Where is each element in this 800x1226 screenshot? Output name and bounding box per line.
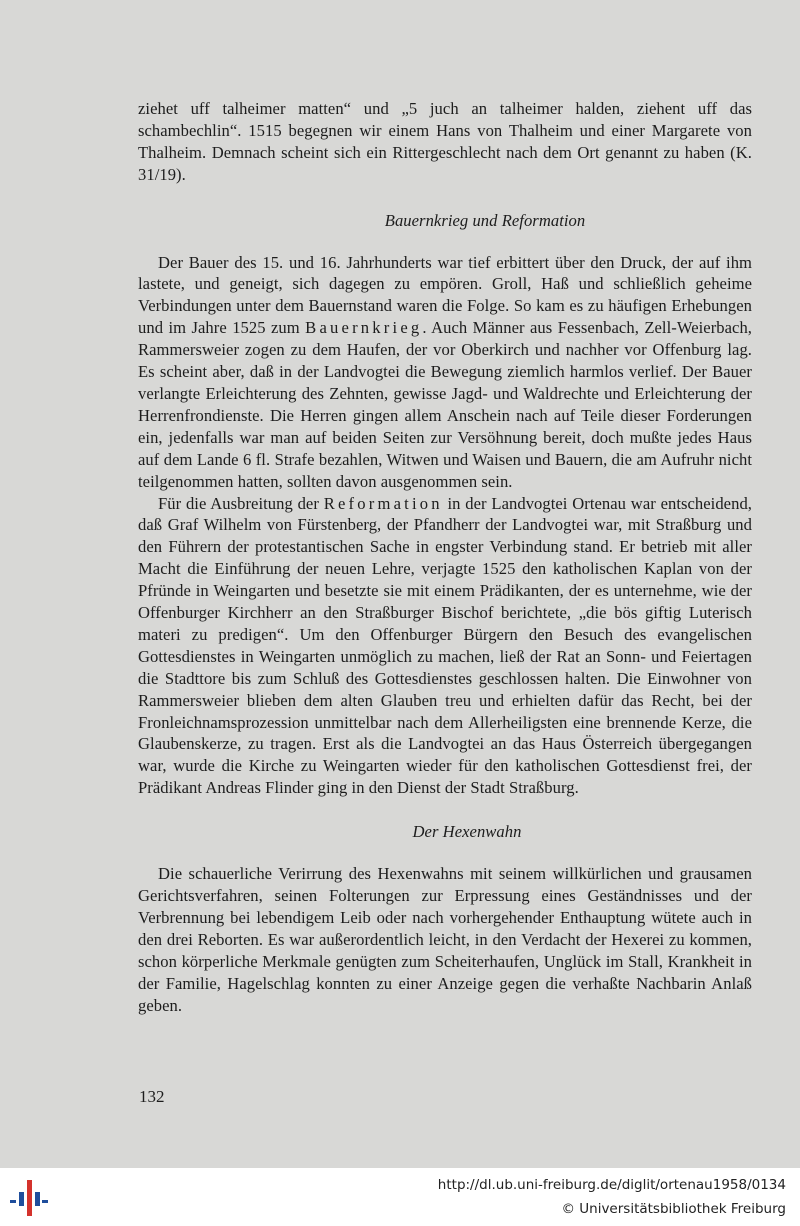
copyright-text: © Universitätsbibliothek Freiburg	[561, 1201, 786, 1217]
ub-freiburg-logo-icon	[10, 1178, 48, 1218]
source-url-link[interactable]: http://dl.ub.uni-freiburg.de/diglit/ortenau1958/0134	[437, 1177, 786, 1193]
paragraph-text: Für die Ausbreitung der	[158, 493, 324, 513]
library-footer	[0, 1168, 800, 1226]
paragraph-bauernkrieg	[138, 252, 752, 493]
section-heading-bauernkrieg: Bauernkrieg und Reformation	[384, 210, 586, 230]
section-heading-hexenwahn: Der Hexenwahn	[412, 822, 522, 842]
paragraph-reformation	[138, 493, 752, 800]
page-number: 132	[139, 1087, 165, 1106]
paragraph-text: in der Landvogtei Ortenau war entscheidend, daß Graf Wilhelm von Fürstenberg, der Pfandherr der Landvogtei war, mit Straßburg und den Führern der protestantischen Sache in engster Verbindung stand. Er betrieb mit aller Macht die Einführung der neuen Lehre, verjagte 1525 den katholischen Kaplan von der Pfründe in Weingarten und besetzte sie mit einem Prädikanten, der es unternehme, wie der Offenburger Kirchherr an den Straßburger Bischof berichtete, „die bös giftig Luterisch materi zu predigen“. Um den Offenburger Bürgern den Besuch des evangelischen Gottesdienstes in Weingarten unmöglich zu machen, ließ der Rat an Sonn- und Feiertagen die Stadttore bis zum Schluß des Gottesdienstes geschlossen halten. Die Einwohner von Rammersweier blieben dem alten Glauben treu und erhielten dafür das Recht, bei der Fronleichnamsprozession unmittelbar nach dem Allerheiligsten eine brennende Kerze, die Glaubenskerze, zu tragen. Erst als die Landvogtei an das Haus Österreich übergegangen war, wurde die Kirche zu Weingarten wieder für den katholischen Gottesdienst frei, der Prädikant Andreas Flinder ging in den Dienst der Stadt Straßburg.	[138, 493, 752, 798]
page-text-body	[138, 98, 752, 1016]
paragraph-text: Der Bauer des 15. und 16. Jahrhunderts war tief erbittert über den Druck, der auf ihm lastete, und geneigt, sich dagegen zu empören. Groll, Haß und schließlich geheime Verbindungen unter dem Bauernstand waren die Folge. So kam es zu häufigen Erhebungen und im Jahre 1525 zum	[138, 252, 752, 338]
paragraph-hexenwahn: Die schauerliche Verirrung des Hexenwahns mit seinem willkürlichen und grausamen Gerichtsverfahren, seinen Folterungen zur Erpressung eines Geständnisses und der Verbrennung bei lebendigem Leib oder nach vorhergehender Enthauptung wütete auch in den drei Reborten. Es war außerordentlich leicht, in den Verdacht der Hexerei zu kommen, schon körperliche Merkmale genügten zum Scheiterhaufen, Unglück im Stall, Krankheit in der Familie, Hagelschlag konnten zu einer Anzeige gegen die verhaßte Nachbarin Anlaß geben.	[138, 864, 752, 1015]
spaced-term: Bauernkrieg	[305, 318, 423, 338]
paragraph-text: . Auch Männer aus Fessenbach, Zell-Weierbach, Rammersweier zogen zu dem Haufen, der vor Oberkirch und nachher vor Offenburg lag. Es scheint aber, daß in der Landvogtei die Bewegung ziemlich harmlos verlief. Der Bauer verlangte Erleichterung des Zehnten, gewisse Jagd- und Waldrechte und Erleichterung der Herrenfrondienste. Die Herren gingen allem Anschein nach auf Teile dieser Forderungen ein, jedenfalls war man auf beiden Seiten zur Versöhnung bereit, doch mußte jedes Haus auf dem Lande 6 fl. Strafe bezahlen, Witwen und Waisen und Bauern, die am Aufruhr nicht teilgenommen hatten, sollten davon ausgenommen sein.	[138, 318, 752, 491]
intro-paragraph: ziehet uff talheimer matten“ und „5 juch an talheimer halden, ziehent uff das schambechlin“. 1515 begegnen wir einem Hans von Thalheim und einer Margarete von Thalheim. Demnach scheint sich ein Rittergeschlecht nach dem Ort genannt zu haben (K. 31/19).	[138, 99, 752, 184]
spaced-term: Reformation	[323, 493, 443, 513]
